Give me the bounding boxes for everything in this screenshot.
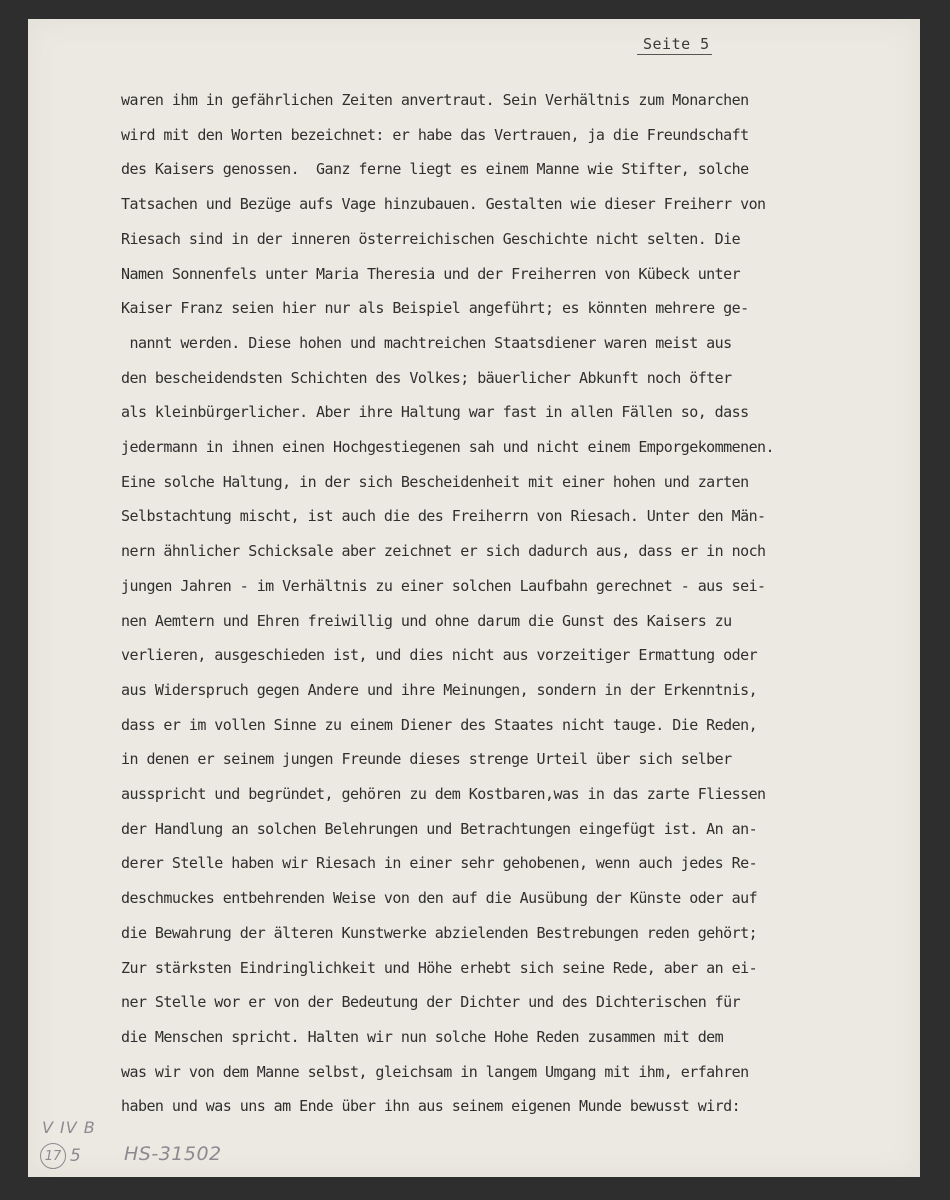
- text-line: waren ihm in gefährlichen Zeiten anvertraut. Sein Verhältnis zum Monarchen: [121, 91, 749, 109]
- text-line: ausspricht und begründet, gehören zu dem Kostbaren,was in das zarte Fliessen: [121, 785, 766, 803]
- shelfmark-note: V IV B: [42, 1118, 96, 1137]
- inventory-number: HS-31502: [124, 1143, 222, 1165]
- page-number: Seite 5: [637, 35, 712, 55]
- text-line: der Handlung an solchen Belehrungen und Betrachtungen eingefügt ist. An an-: [121, 820, 758, 838]
- text-line: des Kaisers genossen. Ganz ferne liegt es einem Manne wie Stifter, solche: [121, 160, 749, 178]
- text-line: den bescheidendsten Schichten des Volkes; bäuerlicher Abkunft noch öfter: [121, 369, 732, 387]
- text-line: Namen Sonnenfels unter Maria Theresia und der Freiherren von Kübeck unter: [121, 265, 741, 283]
- folio-suffix: 5: [70, 1146, 81, 1166]
- text-line: nen Aemtern und Ehren freiwillig und ohne darum die Gunst des Kaisers zu: [121, 612, 732, 630]
- text-line: die Bewahrung der älteren Kunstwerke abzielenden Bestrebungen reden gehört;: [121, 924, 758, 942]
- text-line: nern ähnlicher Schicksale aber zeichnet er sich dadurch aus, dass er in noch: [121, 542, 766, 560]
- text-line: aus Widerspruch gegen Andere und ihre Meinungen, sondern in der Erkenntnis,: [121, 681, 758, 699]
- text-line: in denen er seinem jungen Freunde dieses strenge Urteil über sich selber: [121, 750, 732, 768]
- text-line: derer Stelle haben wir Riesach in einer sehr gehobenen, wenn auch jedes Re-: [121, 854, 758, 872]
- text-line: verlieren, ausgeschieden ist, und dies nicht aus vorzeitiger Ermattung oder: [121, 646, 758, 664]
- text-line: Selbstachtung mischt, ist auch die des Freiherrn von Riesach. Unter den Män-: [121, 507, 766, 525]
- text-line: nannt werden. Diese hohen und machtreichen Staatsdiener waren meist aus: [121, 334, 732, 352]
- text-line: jungen Jahren - im Verhältnis zu einer solchen Laufbahn gerechnet - aus sei-: [121, 577, 766, 595]
- text-line: ner Stelle wor er von der Bedeutung der Dichter und des Dichterischen für: [121, 993, 741, 1011]
- text-line: jedermann in ihnen einen Hochgestiegenen sah und nicht einem Emporgekommenen.: [121, 438, 775, 456]
- circled-folio-number: 17: [40, 1143, 66, 1169]
- text-line: haben und was uns am Ende über ihn aus seinem eigenen Munde bewusst wird:: [121, 1097, 741, 1115]
- text-line: Eine solche Haltung, in der sich Bescheidenheit mit einer hohen und zarten: [121, 473, 749, 491]
- text-line: Tatsachen und Bezüge aufs Vage hinzubauen. Gestalten wie dieser Freiherr von: [121, 195, 766, 213]
- text-line: Zur stärksten Eindringlichkeit und Höhe erhebt sich seine Rede, aber an ei-: [121, 959, 758, 977]
- text-line: was wir von dem Manne selbst, gleichsam in langem Umgang mit ihm, erfahren: [121, 1063, 749, 1081]
- text-line: wird mit den Worten bezeichnet: er habe das Vertrauen, ja die Freundschaft: [121, 126, 749, 144]
- text-line: als kleinbürgerlicher. Aber ihre Haltung war fast in allen Fällen so, dass: [121, 403, 749, 421]
- text-line: dass er im vollen Sinne zu einem Diener des Staates nicht tauge. Die Reden,: [121, 716, 758, 734]
- text-line: die Menschen spricht. Halten wir nun solche Hohe Reden zusammen mit dem: [121, 1028, 724, 1046]
- text-line: deschmuckes entbehrenden Weise von den auf die Ausübung der Künste oder auf: [121, 889, 758, 907]
- text-line: Kaiser Franz seien hier nur als Beispiel angeführt; es könnten mehrere ge-: [121, 299, 749, 317]
- text-line: Riesach sind in der inneren österreichischen Geschichte nicht selten. Die: [121, 230, 741, 248]
